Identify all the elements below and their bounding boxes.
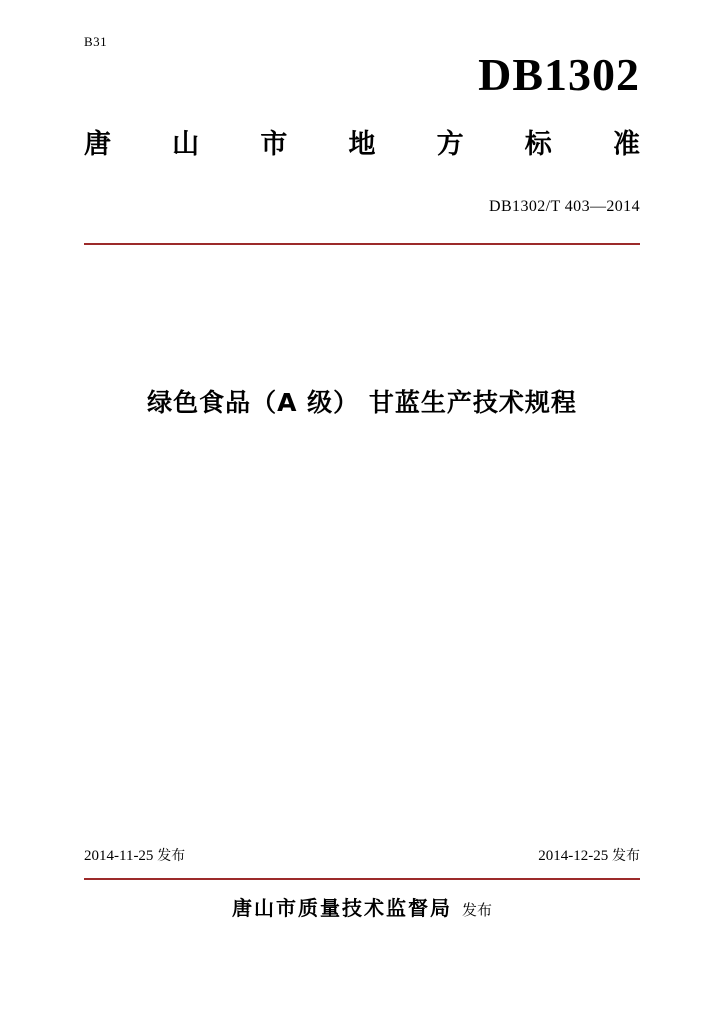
standard-type-title (84, 130, 640, 160)
issue-date-label: 发布 (157, 848, 186, 864)
implement-date-value: 2014-12-25 (538, 848, 609, 864)
ics-classification-code: B31 (84, 34, 108, 49)
issuer-name: 唐山市质量技术监督局 (231, 896, 452, 920)
title-char-4: 地 (348, 129, 376, 160)
page-title: 绿色食品（A 级） 甘蓝生产技术规程 (147, 388, 577, 417)
implement-date (538, 845, 640, 865)
dates-row (84, 845, 640, 865)
standard-series-number: DB1302 (478, 49, 640, 100)
issuer-verb: 发布 (461, 901, 492, 919)
issue-date (84, 845, 185, 865)
issue-date-value: 2014-11-25 (84, 848, 154, 864)
implement-date-label: 发布 (612, 848, 640, 864)
title-char-1: 唐 (84, 129, 111, 160)
title-char-2: 山 (172, 129, 200, 160)
title-char-5: 方 (436, 129, 464, 160)
standard-designation-code: DB1302/T 403—2014 (489, 198, 640, 215)
title-char-6: 标 (524, 129, 552, 160)
footer-divider-rule (84, 878, 640, 880)
title-char-7: 准 (612, 129, 640, 160)
header-divider-rule (84, 243, 640, 245)
issuer-row (0, 892, 724, 921)
title-char-3: 市 (260, 129, 288, 160)
